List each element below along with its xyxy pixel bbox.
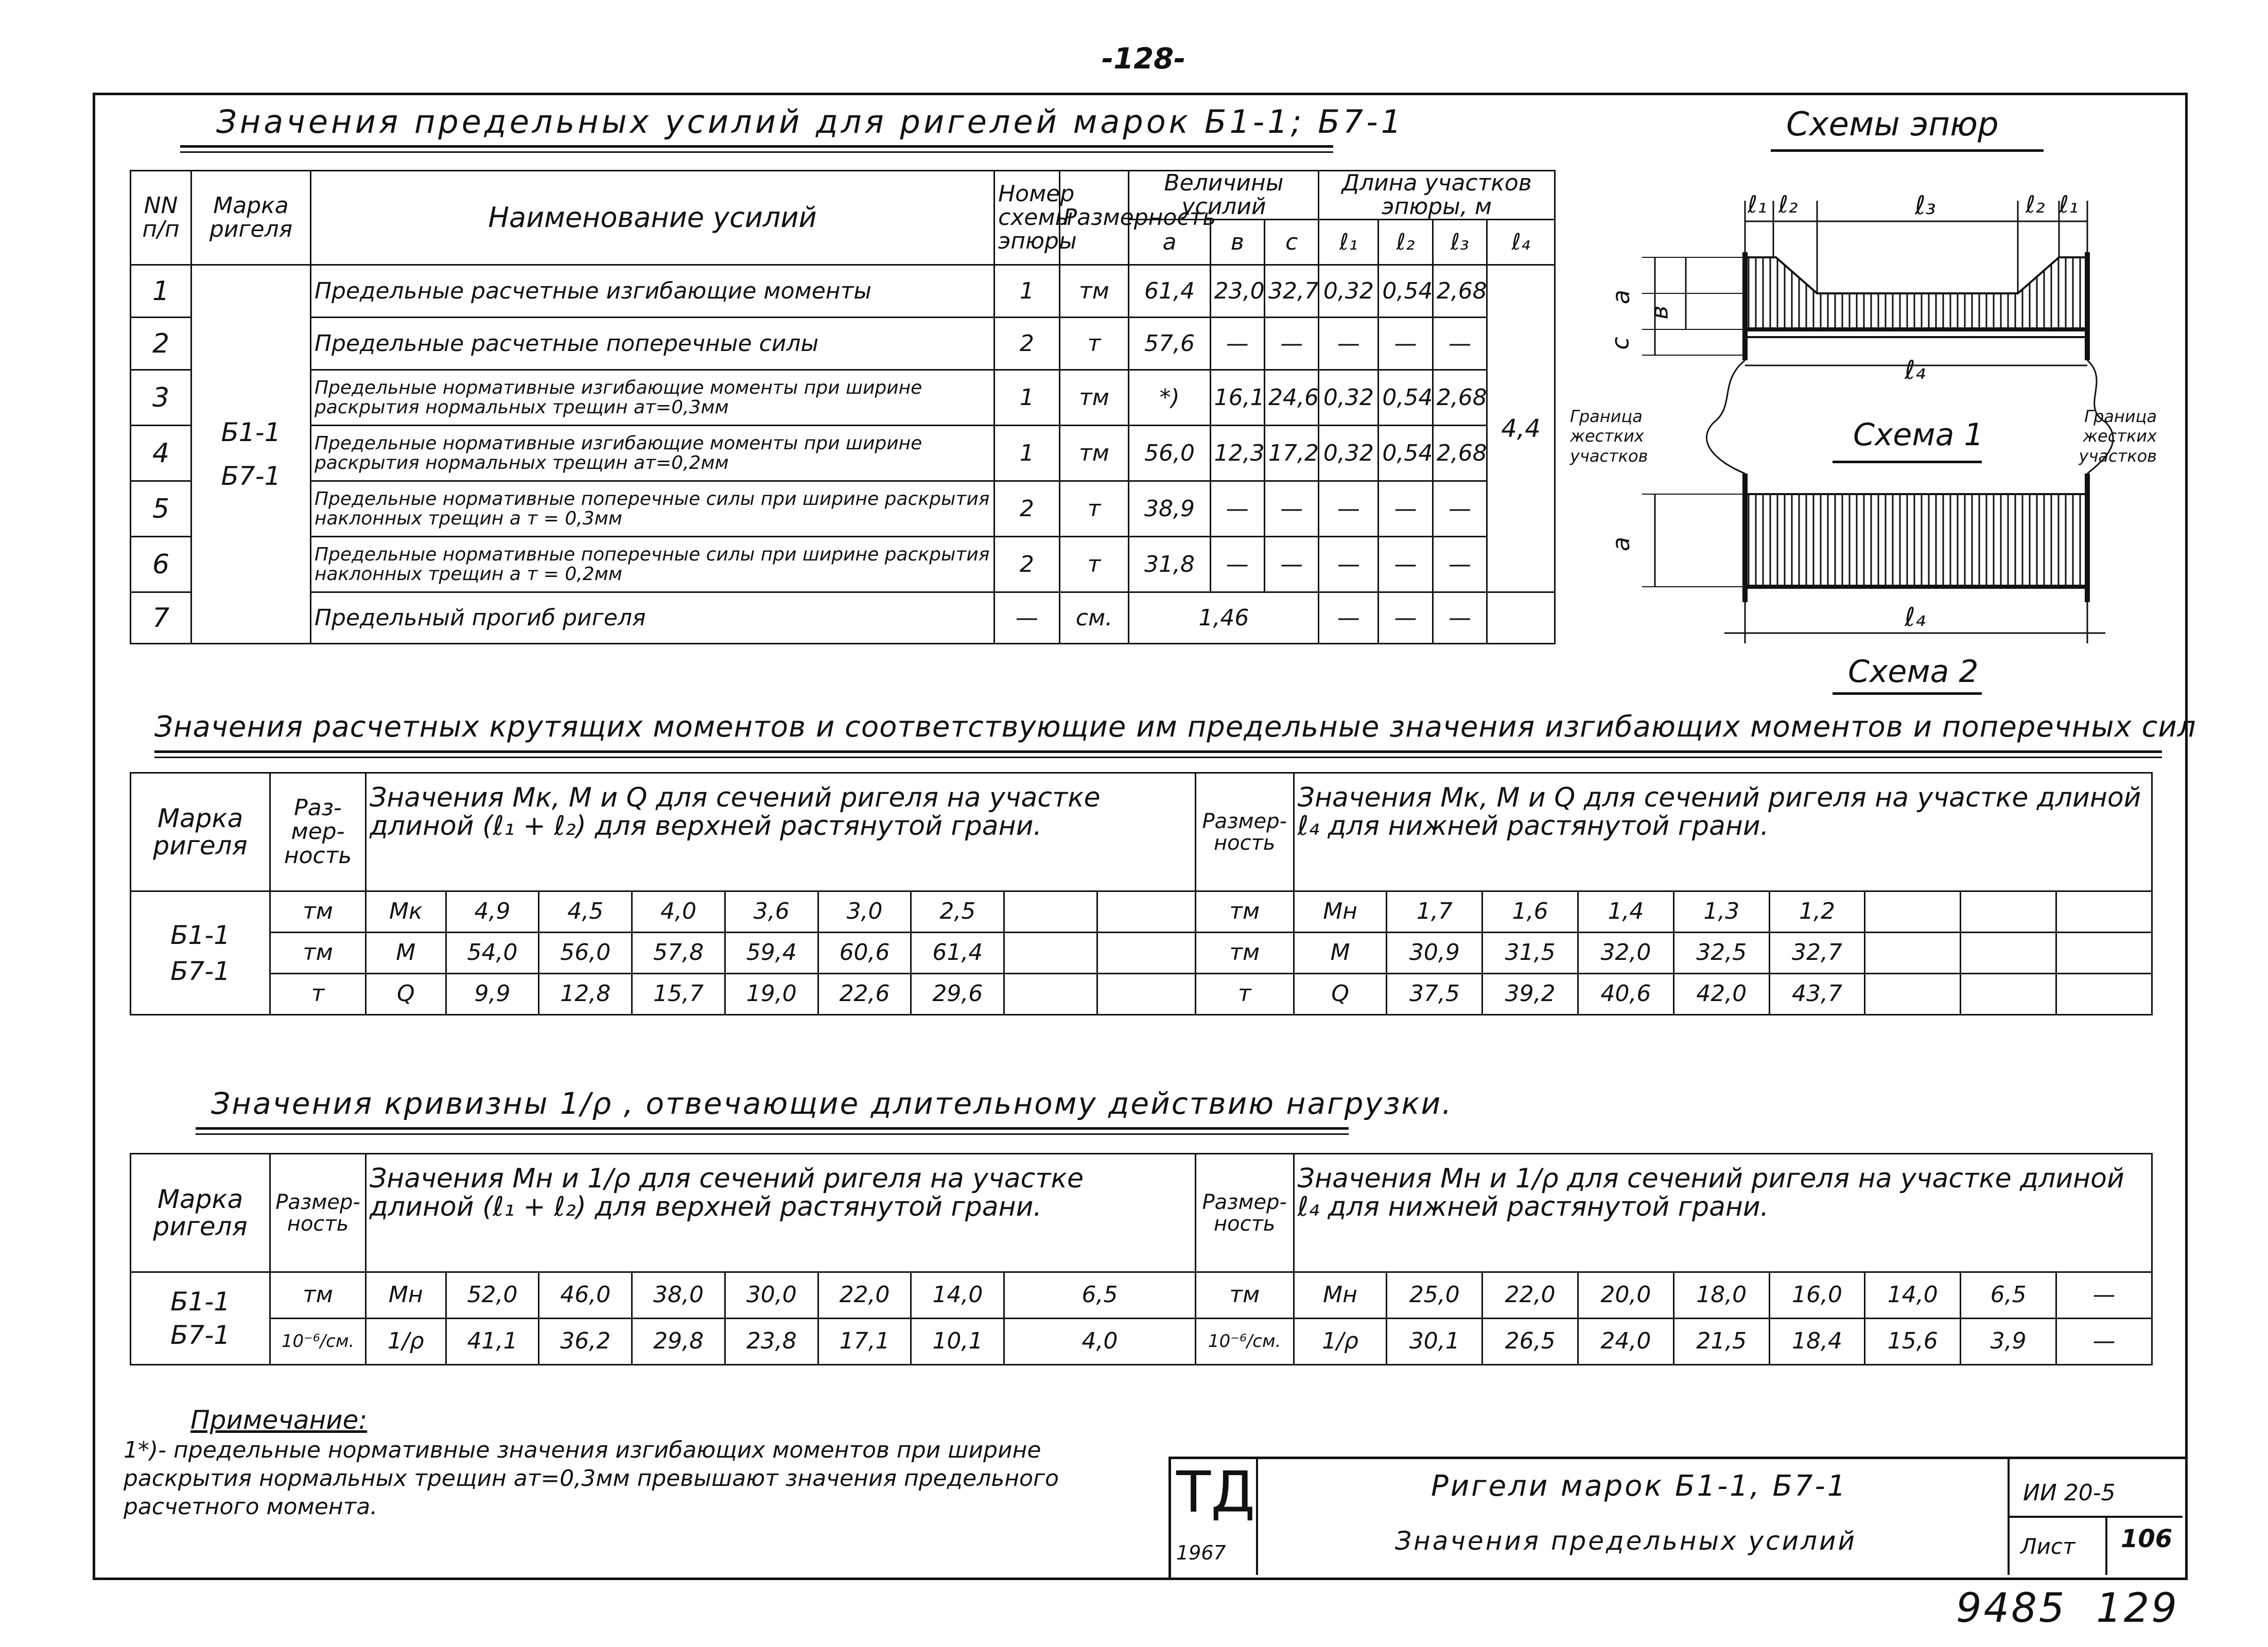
- h-marka: Марка ригеля: [131, 1154, 270, 1272]
- cell: 59,4: [725, 933, 818, 974]
- label-l1: ℓ₁: [1748, 190, 1767, 218]
- cell: 4,0: [632, 891, 725, 933]
- value-l3: 2,68: [1433, 370, 1487, 426]
- label-a: a: [1607, 289, 1635, 305]
- value-b: —: [1210, 481, 1264, 537]
- table2-title: Значения расчетных крутящих моментов и соответствующие им предельные значения изгибающих моментов и поперечных сил: [154, 710, 2196, 744]
- scheme-number: 2: [995, 481, 1059, 537]
- cell: —: [2056, 1319, 2152, 1365]
- h-right: Значения Mн и 1/ρ для сечений ригеля на участке длиной ℓ₄ для нижней растянутой грани.: [1294, 1154, 2152, 1272]
- dimension: т: [1059, 318, 1129, 370]
- scheme-number: —: [995, 592, 1059, 644]
- cell: [1004, 974, 1097, 1015]
- note-title: Примечание:: [190, 1405, 368, 1435]
- row-number: 6: [131, 537, 191, 592]
- cell: 19,0: [725, 974, 818, 1015]
- stamp-year: 1967: [1176, 1541, 1226, 1564]
- label-l4-2: ℓ₄: [1905, 602, 1926, 632]
- value-l2: 0,54: [1379, 265, 1433, 318]
- symbol: Mн: [1294, 891, 1387, 933]
- label-l2-right: ℓ₂: [2026, 190, 2045, 218]
- value-l2: 0,54: [1379, 426, 1433, 481]
- scheme-number: 1: [995, 265, 1059, 318]
- dimension: тм: [1059, 370, 1129, 426]
- value-a: *): [1129, 370, 1210, 426]
- cell: 22,0: [818, 1272, 911, 1319]
- h-marka: Марка ригеля: [131, 773, 270, 891]
- col-marka: Марка ригеля: [191, 171, 311, 265]
- dim: тм: [1195, 933, 1294, 974]
- cell: [2056, 891, 2152, 933]
- label-l2: ℓ₂: [1778, 190, 1798, 218]
- cell: 3,6: [725, 891, 818, 933]
- label-b: в: [1645, 305, 1673, 320]
- value-a: 31,8: [1129, 537, 1210, 592]
- cell: 22,0: [1482, 1272, 1578, 1319]
- value-l3: —: [1433, 318, 1487, 370]
- cell: 15,7: [632, 974, 725, 1015]
- cell: 52,0: [446, 1272, 539, 1319]
- col-b: в: [1210, 220, 1264, 265]
- cell: 32,0: [1578, 933, 1674, 974]
- row-number: 5: [131, 481, 191, 537]
- col-lengths: Длина участков эпюры, м: [1319, 171, 1555, 220]
- symbol: 1/ρ: [1294, 1319, 1387, 1365]
- cell: 41,1: [446, 1319, 539, 1365]
- cell: 15,6: [1865, 1319, 1961, 1365]
- value-l2: —: [1379, 592, 1433, 644]
- value-b: —: [1210, 318, 1264, 370]
- value-l4: 4,4: [1487, 265, 1555, 592]
- dim: тм: [270, 933, 366, 974]
- dim: тм: [270, 891, 366, 933]
- label-c: c: [1606, 337, 1634, 350]
- cell: 56,0: [539, 933, 632, 974]
- marka-cell: Б1-1 Б7-1: [191, 265, 311, 644]
- force-name: Предельный прогиб ригеля: [310, 592, 994, 644]
- cell: 26,5: [1482, 1319, 1578, 1365]
- value-c: —: [1265, 318, 1319, 370]
- scheme-number: 1: [995, 370, 1059, 426]
- cell: 61,4: [911, 933, 1004, 974]
- force-name: Предельные нормативные изгибающие моменты при ширине раскрытия нормальных трещин aт=0,2мм: [310, 426, 994, 481]
- cell: 10,1: [911, 1319, 1004, 1365]
- cell: [1097, 891, 1195, 933]
- value-b: 16,1: [1210, 370, 1264, 426]
- stamp-line1: Ригели марок Б1-1, Б7-1: [1431, 1469, 1848, 1503]
- cell: 6,5: [1961, 1272, 2056, 1319]
- cell: 46,0: [539, 1272, 632, 1319]
- value-l3: 2,68: [1433, 426, 1487, 481]
- value-c: 17,2: [1265, 426, 1319, 481]
- value-l4-empty: [1487, 592, 1555, 644]
- col-nn: NN п/п: [131, 171, 191, 265]
- dim: т: [1195, 974, 1294, 1015]
- dimension: см.: [1059, 592, 1129, 644]
- cell: [1865, 933, 1961, 974]
- value-a: 56,0: [1129, 426, 1210, 481]
- table1-title-underline: [180, 145, 1333, 148]
- cell: [1961, 891, 2056, 933]
- col-values: Величины усилий: [1129, 171, 1319, 220]
- cell: 29,6: [911, 974, 1004, 1015]
- table3-title: Значения кривизны 1/ρ , отвечающие длительному действию нагрузки.: [211, 1086, 1453, 1121]
- value-c: —: [1265, 537, 1319, 592]
- cell: 39,2: [1482, 974, 1578, 1015]
- cell: [1961, 933, 2056, 974]
- limit-forces-table: [130, 170, 1556, 644]
- value-l2: 0,54: [1379, 370, 1433, 426]
- value-l1: 0,32: [1319, 265, 1379, 318]
- curvature-table: [130, 1153, 2153, 1365]
- cell: 38,0: [632, 1272, 725, 1319]
- value-b: 23,0: [1210, 265, 1264, 318]
- cell: 42,0: [1673, 974, 1769, 1015]
- cell: 3,0: [818, 891, 911, 933]
- value-b: 12,3: [1210, 426, 1264, 481]
- cell: 1,6: [1482, 891, 1578, 933]
- cell: 18,0: [1673, 1272, 1769, 1319]
- cell: [1004, 891, 1097, 933]
- force-name: Предельные нормативные поперечные силы при ширине раскрытия наклонных трещин a т = 0,3мм: [310, 481, 994, 537]
- force-name: Предельные расчетные поперечные силы: [310, 318, 994, 370]
- cell: 30,9: [1387, 933, 1482, 974]
- value-l1: —: [1319, 592, 1379, 644]
- col-l1: ℓ₁: [1319, 220, 1379, 265]
- note-text: 1*)- предельные нормативные значения изгибающих моментов при ширине раскрытия нормальных трещин aт=0,3мм превышают значения предельного расчетного момента.: [124, 1437, 1059, 1520]
- value-l2: —: [1379, 318, 1433, 370]
- value-deflection: 1,46: [1129, 592, 1319, 644]
- row-number: 7: [131, 592, 191, 644]
- label-a2: a: [1607, 536, 1635, 552]
- cell: [1865, 891, 1961, 933]
- table1-title: Значения предельных усилий для ригелей марок Б1-1; Б7-1: [216, 103, 1405, 141]
- cell: 21,5: [1673, 1319, 1769, 1365]
- scheme2-diagram: [1642, 474, 2105, 643]
- cell: [2056, 974, 2152, 1015]
- cell: [1004, 933, 1097, 974]
- scheme1-label: Схема 1: [1853, 417, 1984, 453]
- schemes-title: Схемы эпюр: [1786, 106, 1999, 144]
- symbol: Mн: [365, 1272, 446, 1319]
- cell: 57,8: [632, 933, 725, 974]
- symbol: M: [1294, 933, 1387, 974]
- col-dim: Размерность: [1059, 171, 1129, 265]
- col-name: Наименование усилий: [310, 171, 994, 265]
- cell: 9,9: [446, 974, 539, 1015]
- h-left: Значения Mк, M и Q для сечений ригеля на участке длиной (ℓ₁ + ℓ₂) для верхней растянутой грани.: [365, 773, 1195, 891]
- cell: [1961, 974, 2056, 1015]
- stamp-sheet-label: Лист: [2020, 1534, 2075, 1559]
- cell: [1865, 974, 1961, 1015]
- dim: тм: [1195, 891, 1294, 933]
- cell: 29,8: [632, 1319, 725, 1365]
- boundary-right-label: Граница жестких участков: [2079, 407, 2157, 466]
- cell: [1097, 974, 1195, 1015]
- dim: тм: [270, 1272, 366, 1319]
- cell: 37,5: [1387, 974, 1482, 1015]
- dim: 10⁻⁶/см.: [1195, 1319, 1294, 1365]
- cell: 32,7: [1769, 933, 1865, 974]
- h-dim-right: Размер-ность: [1195, 773, 1294, 891]
- stamp-code: ИИ 20-5: [2023, 1480, 2116, 1506]
- col-scheme: Номер схемы эпюры: [995, 171, 1059, 265]
- value-l3: —: [1433, 537, 1487, 592]
- value-a: 61,4: [1129, 265, 1210, 318]
- symbol: M: [365, 933, 446, 974]
- value-l1: —: [1319, 481, 1379, 537]
- col-l4: ℓ₄: [1487, 220, 1555, 265]
- value-l2: —: [1379, 537, 1433, 592]
- cell: 43,7: [1769, 974, 1865, 1015]
- cell: 1,3: [1673, 891, 1769, 933]
- row-number: 2: [131, 318, 191, 370]
- h-right: Значения Mк, M и Q для сечений ригеля на участке длиной ℓ₄ для нижней растянутой грани.: [1294, 773, 2152, 891]
- col-l3: ℓ₃: [1433, 220, 1487, 265]
- cell: 4,9: [446, 891, 539, 933]
- cell: 25,0: [1387, 1272, 1482, 1319]
- h-dim-left: Раз-мер-ность: [270, 773, 366, 891]
- value-c: 32,7: [1265, 265, 1319, 318]
- row-number: 4: [131, 426, 191, 481]
- symbol: Q: [1294, 974, 1387, 1015]
- cell: 23,8: [725, 1319, 818, 1365]
- cell: 30,0: [725, 1272, 818, 1319]
- cell: 12,8: [539, 974, 632, 1015]
- scheme-number: 2: [995, 537, 1059, 592]
- dimension: тм: [1059, 426, 1129, 481]
- scheme-number: 1: [995, 426, 1059, 481]
- dimension: т: [1059, 537, 1129, 592]
- value-c: 24,6: [1265, 370, 1319, 426]
- force-name: Предельные нормативные поперечные силы при ширине раскрытия наклонных трещин a т = 0,2мм: [310, 537, 994, 592]
- cell: 4,5: [539, 891, 632, 933]
- value-l1: —: [1319, 318, 1379, 370]
- value-l3: 2,68: [1433, 265, 1487, 318]
- stamp-logo: ТД: [1176, 1459, 1255, 1525]
- value-b: —: [1210, 537, 1264, 592]
- marka-cell: Б1-1 Б7-1: [131, 891, 270, 1015]
- symbol: Q: [365, 974, 446, 1015]
- cell: 60,6: [818, 933, 911, 974]
- cell: 14,0: [1865, 1272, 1961, 1319]
- cell: 31,5: [1482, 933, 1578, 974]
- dim: 10⁻⁶/см.: [270, 1319, 366, 1365]
- cell: 17,1: [818, 1319, 911, 1365]
- cell: 24,0: [1578, 1319, 1674, 1365]
- cell: 4,0: [1004, 1319, 1196, 1365]
- torsion-table: [130, 772, 2153, 1015]
- value-l1: —: [1319, 537, 1379, 592]
- value-l1: 0,32: [1319, 370, 1379, 426]
- cell: 40,6: [1578, 974, 1674, 1015]
- cell: [1097, 933, 1195, 974]
- boundary-left-label: Граница жестких участков: [1570, 407, 1648, 466]
- cell: 22,6: [818, 974, 911, 1015]
- dim: т: [270, 974, 366, 1015]
- page-number: -128-: [1102, 42, 1186, 76]
- cell: 1,7: [1387, 891, 1482, 933]
- col-c: c: [1265, 220, 1319, 265]
- col-l2: ℓ₂: [1379, 220, 1433, 265]
- h-left: Значения Mн и 1/ρ для сечений ригеля на участке длиной (ℓ₁ + ℓ₂) для верхней растянутой грани.: [365, 1154, 1195, 1272]
- label-l1-right: ℓ₁: [2059, 190, 2079, 218]
- cell: 3,9: [1961, 1319, 2056, 1365]
- dimension: т: [1059, 481, 1129, 537]
- cell: —: [2056, 1272, 2152, 1319]
- symbol: 1/ρ: [365, 1319, 446, 1365]
- marka-cell: Б1-1 Б7-1: [131, 1272, 270, 1365]
- value-c: —: [1265, 481, 1319, 537]
- value-a: 38,9: [1129, 481, 1210, 537]
- label-l4: ℓ₄: [1905, 355, 1926, 385]
- col-a: a: [1129, 220, 1210, 265]
- cell: 36,2: [539, 1319, 632, 1365]
- stamp-sheet-number: 106: [2121, 1525, 2173, 1553]
- cell: 16,0: [1769, 1272, 1865, 1319]
- value-l3: —: [1433, 592, 1487, 644]
- h-dim-right: Размер-ность: [1195, 1154, 1294, 1272]
- cell: 2,5: [911, 891, 1004, 933]
- value-l3: —: [1433, 481, 1487, 537]
- label-l3: ℓ₃: [1915, 190, 1936, 220]
- archive-number: 9485 129: [1956, 1585, 2179, 1632]
- cell: 6,5: [1004, 1272, 1196, 1319]
- cell: 30,1: [1387, 1319, 1482, 1365]
- row-number: 3: [131, 370, 191, 426]
- symbol: Mк: [365, 891, 446, 933]
- cell: [2056, 933, 2152, 974]
- cell: 14,0: [911, 1272, 1004, 1319]
- symbol: Mн: [1294, 1272, 1387, 1319]
- value-a: 57,6: [1129, 318, 1210, 370]
- value-l2: —: [1379, 481, 1433, 537]
- cell: 20,0: [1578, 1272, 1674, 1319]
- value-l1: 0,32: [1319, 426, 1379, 481]
- row-number: 1: [131, 265, 191, 318]
- cell: 1,4: [1578, 891, 1674, 933]
- force-name: Предельные нормативные изгибающие моменты при ширине раскрытия нормальных трещин aт=0,3мм: [310, 370, 994, 426]
- cell: 18,4: [1769, 1319, 1865, 1365]
- cell: 1,2: [1769, 891, 1865, 933]
- cell: 32,5: [1673, 933, 1769, 974]
- stamp-line2: Значения предельных усилий: [1395, 1526, 1857, 1556]
- force-name: Предельные расчетные изгибающие моменты: [310, 265, 994, 318]
- scheme2-label: Схема 2: [1848, 654, 1979, 690]
- dimension: тм: [1059, 265, 1129, 318]
- scheme-number: 2: [995, 318, 1059, 370]
- cell: 54,0: [446, 933, 539, 974]
- dim: тм: [1195, 1272, 1294, 1319]
- h-dim-left: Размер-ность: [270, 1154, 366, 1272]
